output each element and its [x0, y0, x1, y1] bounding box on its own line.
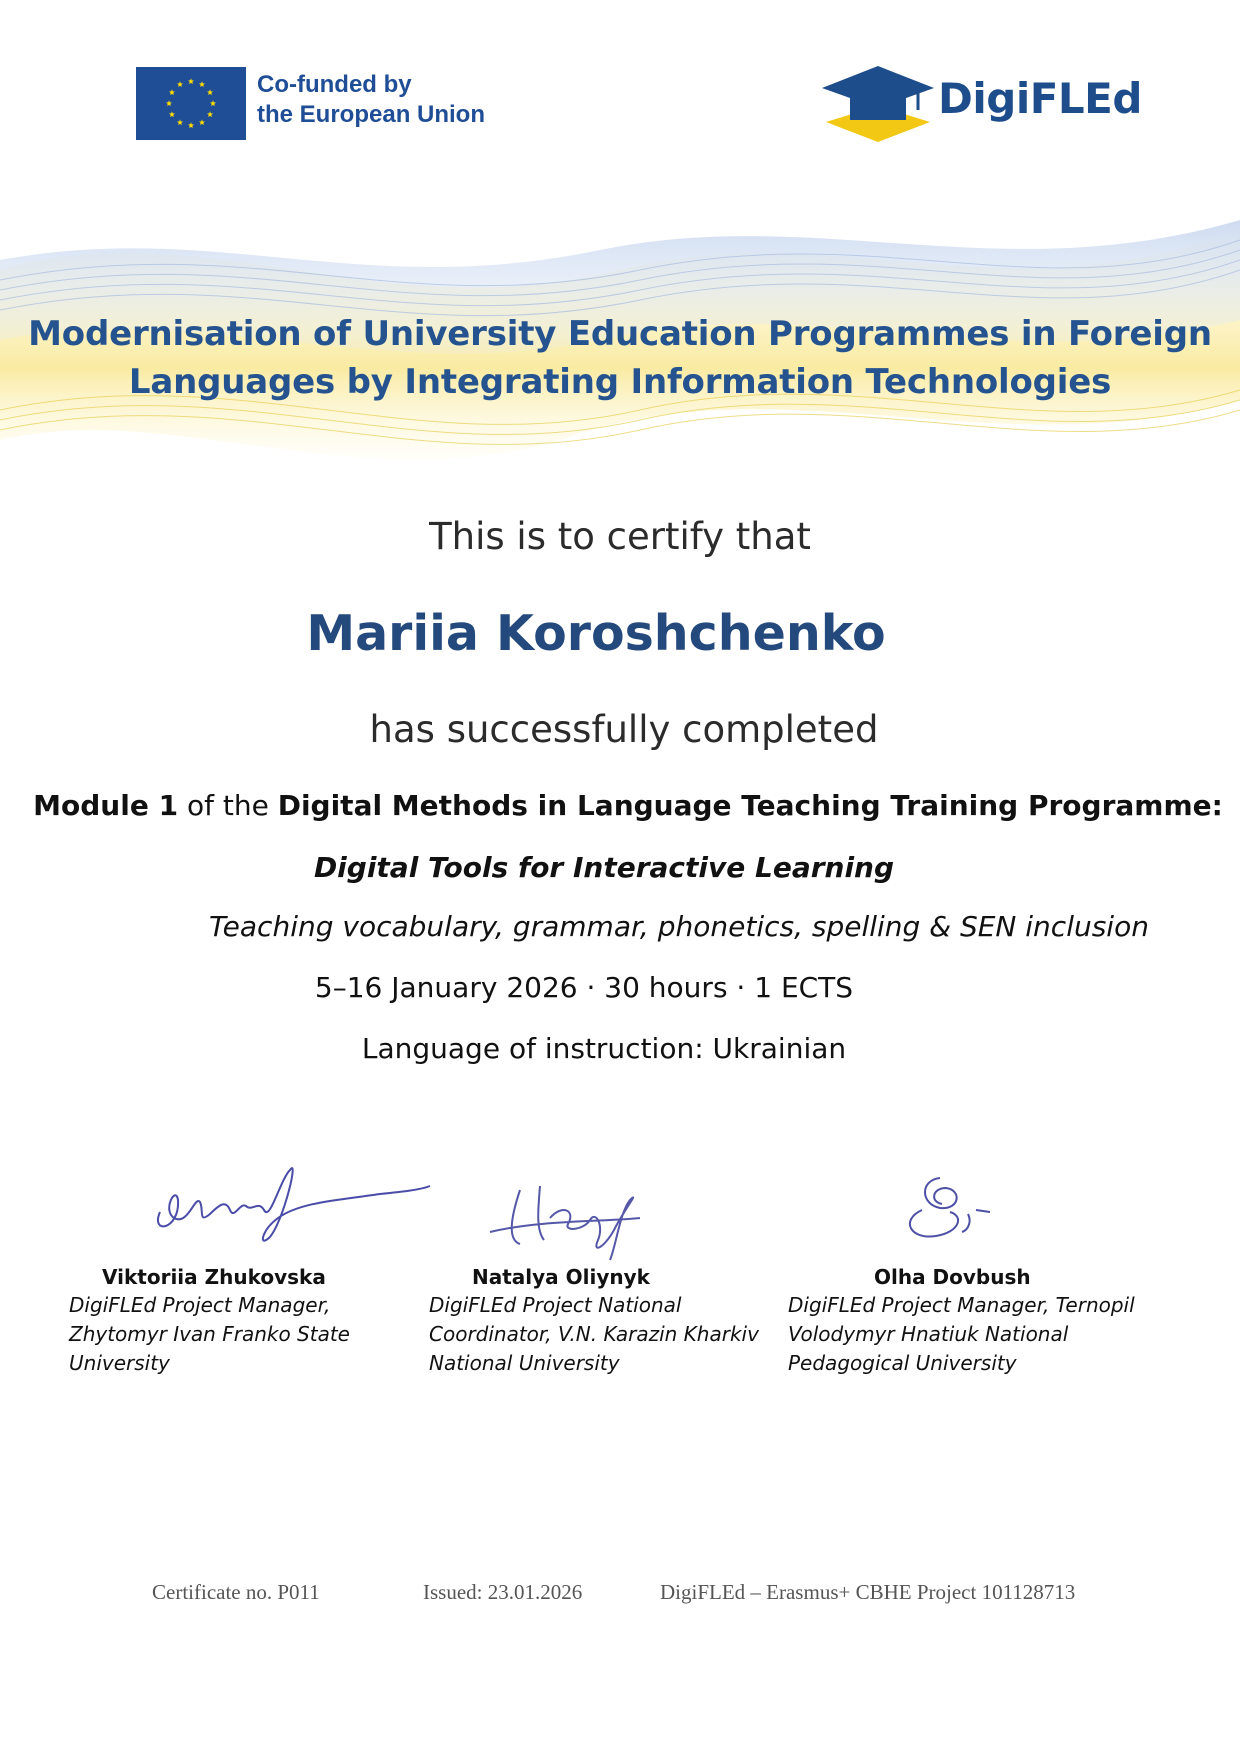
programme-name: Digital Methods in Language Teaching Training Programme: [277, 789, 1223, 822]
certify-intro: This is to certify that [429, 515, 811, 558]
signatory-role [69, 1291, 369, 1378]
signature-oliynyk [480, 1160, 780, 1270]
module-line [0, 789, 1240, 822]
course-dates: 5–16 January 2026 · 30 hours · 1 ECTS [314, 971, 854, 1004]
module-title: Digital Tools for Interactive Learning [313, 851, 895, 884]
signatory-role [788, 1291, 1148, 1378]
signatory-role-line: Coordinator, V.N. Karazin Kharkiv [429, 1322, 759, 1346]
signatory-name: Viktoriia Zhukovska [102, 1265, 326, 1289]
signatory-name: Natalya Oliynyk [472, 1265, 650, 1289]
certificate-number: Certificate no. P011 [152, 1580, 320, 1604]
signatory-role-line: University [69, 1351, 170, 1375]
eu-flag-icon [136, 67, 246, 140]
signatory-role-line: DigiFLEd Project National [429, 1293, 682, 1317]
issue-date: Issued: 23.01.2026 [423, 1580, 583, 1604]
eu-line2: the European Union [257, 101, 485, 128]
module-connector: of the [178, 789, 278, 822]
signatory-role-line: National University [429, 1351, 620, 1375]
signatory-name: Olha Dovbush [874, 1265, 1031, 1289]
project-title-line2: Languages by Integrating Information Technologies [128, 362, 1112, 402]
signatory-role-line: DigiFLEd Project Manager, Ternopil [788, 1293, 1135, 1317]
recipient-name: Mariia Koroshchenko [306, 605, 886, 662]
completion-text: has successfully completed [369, 708, 879, 751]
signature-zhukovska [140, 1140, 440, 1250]
signatory-role-line: Volodymyr Hnatiuk National [788, 1322, 1069, 1346]
project-reference: DigiFLEd – Erasmus+ CBHE Project 101128713 [660, 1580, 1076, 1604]
eu-line1: Co-funded by [257, 71, 412, 98]
project-title-line1: Modernisation of University Education Programmes in Foreign [28, 314, 1212, 354]
signatory-role-line: Pedagogical University [788, 1351, 1017, 1375]
signatory-role-line: Zhytomyr Ivan Franko State [69, 1322, 350, 1346]
instruction-language: Language of instruction: Ukrainian [361, 1032, 847, 1065]
signature-dovbush [880, 1160, 1180, 1270]
project-title [0, 310, 1240, 406]
module-topics: Teaching vocabulary, grammar, phonetics, spelling & SEN inclusion [209, 910, 1149, 943]
module-number: Module 1 [33, 789, 179, 822]
signatory-role-line: DigiFLEd Project Manager, [69, 1293, 331, 1317]
signatory-role [429, 1291, 759, 1378]
graduation-cap-icon [822, 62, 934, 144]
digifled-logo-text: DigiFLEd [938, 74, 1142, 123]
eu-cofunded-text [257, 70, 485, 130]
